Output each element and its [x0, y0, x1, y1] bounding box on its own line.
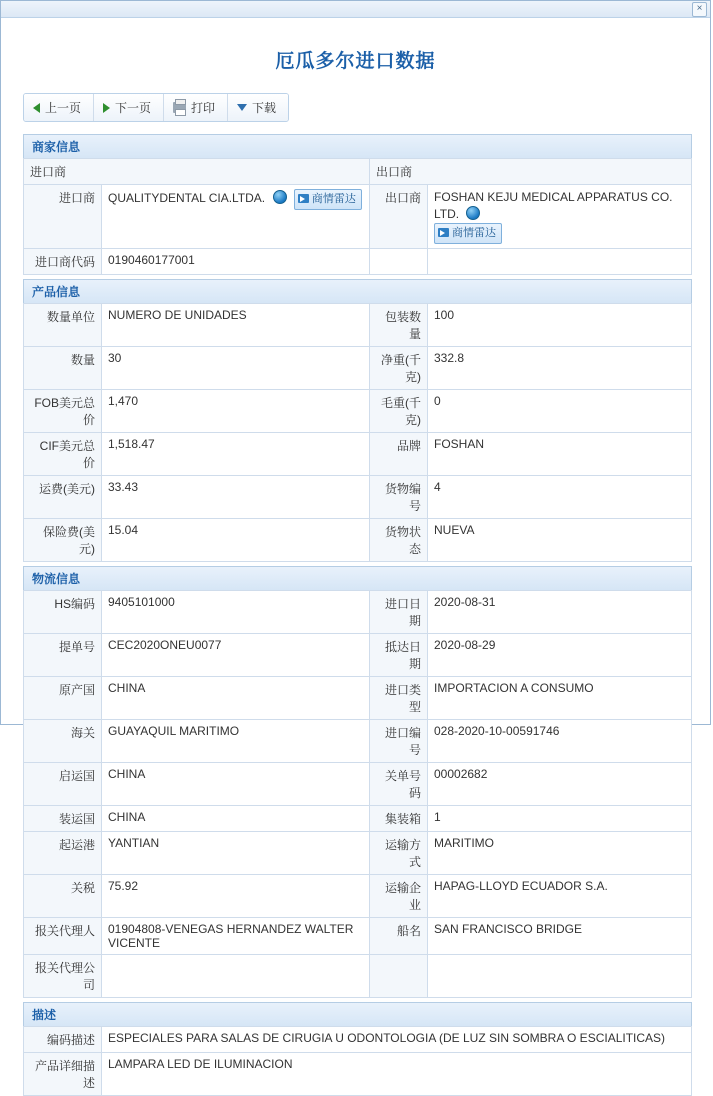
field-label: 起运港	[24, 832, 102, 875]
download-button[interactable]	[228, 94, 288, 121]
field-value: 0	[428, 390, 692, 433]
exporter-radar-label: 商情雷达	[452, 227, 497, 239]
field-label: 关税	[24, 875, 102, 918]
section-merchant	[23, 134, 692, 275]
field-label: 运费(美元)	[24, 476, 102, 519]
field-value: NUMERO DE UNIDADES	[102, 304, 370, 347]
section-logistics-title: 物流信息	[23, 566, 692, 590]
field-value: MARITIMO	[428, 832, 692, 875]
table-row	[24, 1053, 692, 1096]
field-value: CHINA	[102, 806, 370, 832]
field-label: 船名	[370, 918, 428, 955]
table-row	[24, 591, 692, 634]
field-value: 30	[102, 347, 370, 390]
field-value: CHINA	[102, 763, 370, 806]
table-row	[24, 832, 692, 875]
field-value: 01904808-VENEGAS HERNANDEZ WALTER VICENTE	[102, 918, 370, 955]
radar-icon	[298, 194, 309, 203]
table-row	[24, 390, 692, 433]
field-label: 保险费(美元)	[24, 519, 102, 562]
field-label: 数量单位	[24, 304, 102, 347]
exporter-label: 出口商	[370, 185, 428, 249]
table-row	[24, 634, 692, 677]
field-value: HAPAG-LLOYD ECUADOR S.A.	[428, 875, 692, 918]
importer-label: 进口商	[24, 185, 102, 249]
field-label	[370, 955, 428, 998]
importer-value-cell	[102, 185, 370, 249]
arrow-left-icon	[33, 103, 40, 113]
field-value	[428, 955, 692, 998]
section-merchant-title: 商家信息	[23, 134, 692, 158]
importer-value: QUALITYDENTAL CIA.LTDA.	[108, 191, 266, 205]
logistics-table	[23, 590, 692, 998]
section-description-title: 描述	[23, 1002, 692, 1026]
table-row	[24, 875, 692, 918]
field-value: 2020-08-31	[428, 591, 692, 634]
section-logistics	[23, 566, 692, 998]
field-value: 028-2020-10-00591746	[428, 720, 692, 763]
field-label: 运输企业	[370, 875, 428, 918]
table-row	[24, 159, 692, 185]
field-value: NUEVA	[428, 519, 692, 562]
field-value: YANTIAN	[102, 832, 370, 875]
field-value: 100	[428, 304, 692, 347]
field-label: 数量	[24, 347, 102, 390]
exporter-value-cell	[428, 185, 692, 249]
title-bar	[1, 1, 710, 18]
download-label: 下载	[252, 101, 277, 115]
field-value: LAMPARA LED DE ILUMINACION	[102, 1053, 692, 1096]
field-label: 进口日期	[370, 591, 428, 634]
field-value: IMPORTACION A CONSUMO	[428, 677, 692, 720]
description-table	[23, 1026, 692, 1096]
field-label: FOB美元总价	[24, 390, 102, 433]
product-table	[23, 303, 692, 562]
globe-icon[interactable]	[273, 190, 287, 204]
field-value: 1,470	[102, 390, 370, 433]
field-value: CEC2020ONEU0077	[102, 634, 370, 677]
field-label: 报关代理人	[24, 918, 102, 955]
field-value: ESPECIALES PARA SALAS DE CIRUGIA U ODONTOLOGIA (DE LUZ SIN SOMBRA O ESCIALITICAS)	[102, 1027, 692, 1053]
next-page-label: 下一页	[115, 101, 152, 115]
prev-page-button[interactable]	[24, 94, 94, 121]
page-title: 厄瓜多尔进口数据	[275, 51, 436, 72]
field-label: 包装数量	[370, 304, 428, 347]
field-value: 1	[428, 806, 692, 832]
close-icon[interactable]: ×	[692, 2, 707, 17]
field-value	[102, 955, 370, 998]
print-button[interactable]	[164, 94, 228, 121]
table-row	[24, 433, 692, 476]
field-value: 332.8	[428, 347, 692, 390]
field-value: 00002682	[428, 763, 692, 806]
dialog-content	[1, 18, 710, 1096]
table-row	[24, 249, 692, 275]
table-row	[24, 955, 692, 998]
arrow-right-icon	[103, 103, 110, 113]
importer-radar-label: 商情雷达	[311, 193, 356, 205]
field-label: 毛重(千克)	[370, 390, 428, 433]
table-row	[24, 806, 692, 832]
field-value: FOSHAN	[428, 433, 692, 476]
table-row	[24, 720, 692, 763]
table-row	[24, 763, 692, 806]
next-page-button[interactable]	[94, 94, 164, 121]
table-row	[24, 519, 692, 562]
field-label: 集装箱	[370, 806, 428, 832]
merchant-table	[23, 158, 692, 275]
field-value: 1,518.47	[102, 433, 370, 476]
table-row	[24, 304, 692, 347]
field-value: GUAYAQUIL MARITIMO	[102, 720, 370, 763]
exporter-group-header: 出口商	[370, 159, 692, 185]
empty-cell	[428, 249, 692, 275]
globe-icon[interactable]	[466, 206, 480, 220]
field-label: 海关	[24, 720, 102, 763]
table-row	[24, 1027, 692, 1053]
field-value: 75.92	[102, 875, 370, 918]
importer-group-header: 进口商	[24, 159, 370, 185]
section-product	[23, 279, 692, 562]
arrow-down-icon	[237, 104, 247, 111]
table-row	[24, 347, 692, 390]
field-label: 装运国	[24, 806, 102, 832]
field-label: 货物编号	[370, 476, 428, 519]
field-label: 产品详细描述	[24, 1053, 102, 1096]
importer-code-value: 0190460177001	[102, 249, 370, 275]
field-value: CHINA	[102, 677, 370, 720]
empty-cell	[370, 249, 428, 275]
radar-icon	[438, 228, 449, 237]
field-label: 进口类型	[370, 677, 428, 720]
field-value: 33.43	[102, 476, 370, 519]
field-label: 报关代理公司	[24, 955, 102, 998]
prev-page-label: 上一页	[45, 101, 82, 115]
section-product-title: 产品信息	[23, 279, 692, 303]
field-label: 编码描述	[24, 1027, 102, 1053]
field-value: 9405101000	[102, 591, 370, 634]
table-row	[24, 918, 692, 955]
print-label: 打印	[191, 101, 216, 115]
toolbar	[23, 93, 289, 122]
field-label: HS编码	[24, 591, 102, 634]
table-row	[24, 185, 692, 249]
field-label: 净重(千克)	[370, 347, 428, 390]
field-label: 货物状态	[370, 519, 428, 562]
field-label: 进口编号	[370, 720, 428, 763]
field-label: CIF美元总价	[24, 433, 102, 476]
field-label: 抵达日期	[370, 634, 428, 677]
table-row	[24, 677, 692, 720]
importer-radar-button[interactable]	[294, 189, 362, 210]
field-label: 原产国	[24, 677, 102, 720]
section-description	[23, 1002, 692, 1096]
field-value: 15.04	[102, 519, 370, 562]
field-label: 品牌	[370, 433, 428, 476]
field-label: 启运国	[24, 763, 102, 806]
exporter-value: FOSHAN KEJU MEDICAL APPARATUS CO. LTD.	[434, 190, 673, 221]
field-label: 提单号	[24, 634, 102, 677]
field-value: SAN FRANCISCO BRIDGE	[428, 918, 692, 955]
exporter-radar-button[interactable]	[434, 223, 502, 244]
field-value: 2020-08-29	[428, 634, 692, 677]
field-label: 运输方式	[370, 832, 428, 875]
field-label: 关单号码	[370, 763, 428, 806]
field-value: 4	[428, 476, 692, 519]
printer-icon	[173, 102, 186, 113]
importer-code-label: 进口商代码	[24, 249, 102, 275]
table-row	[24, 476, 692, 519]
